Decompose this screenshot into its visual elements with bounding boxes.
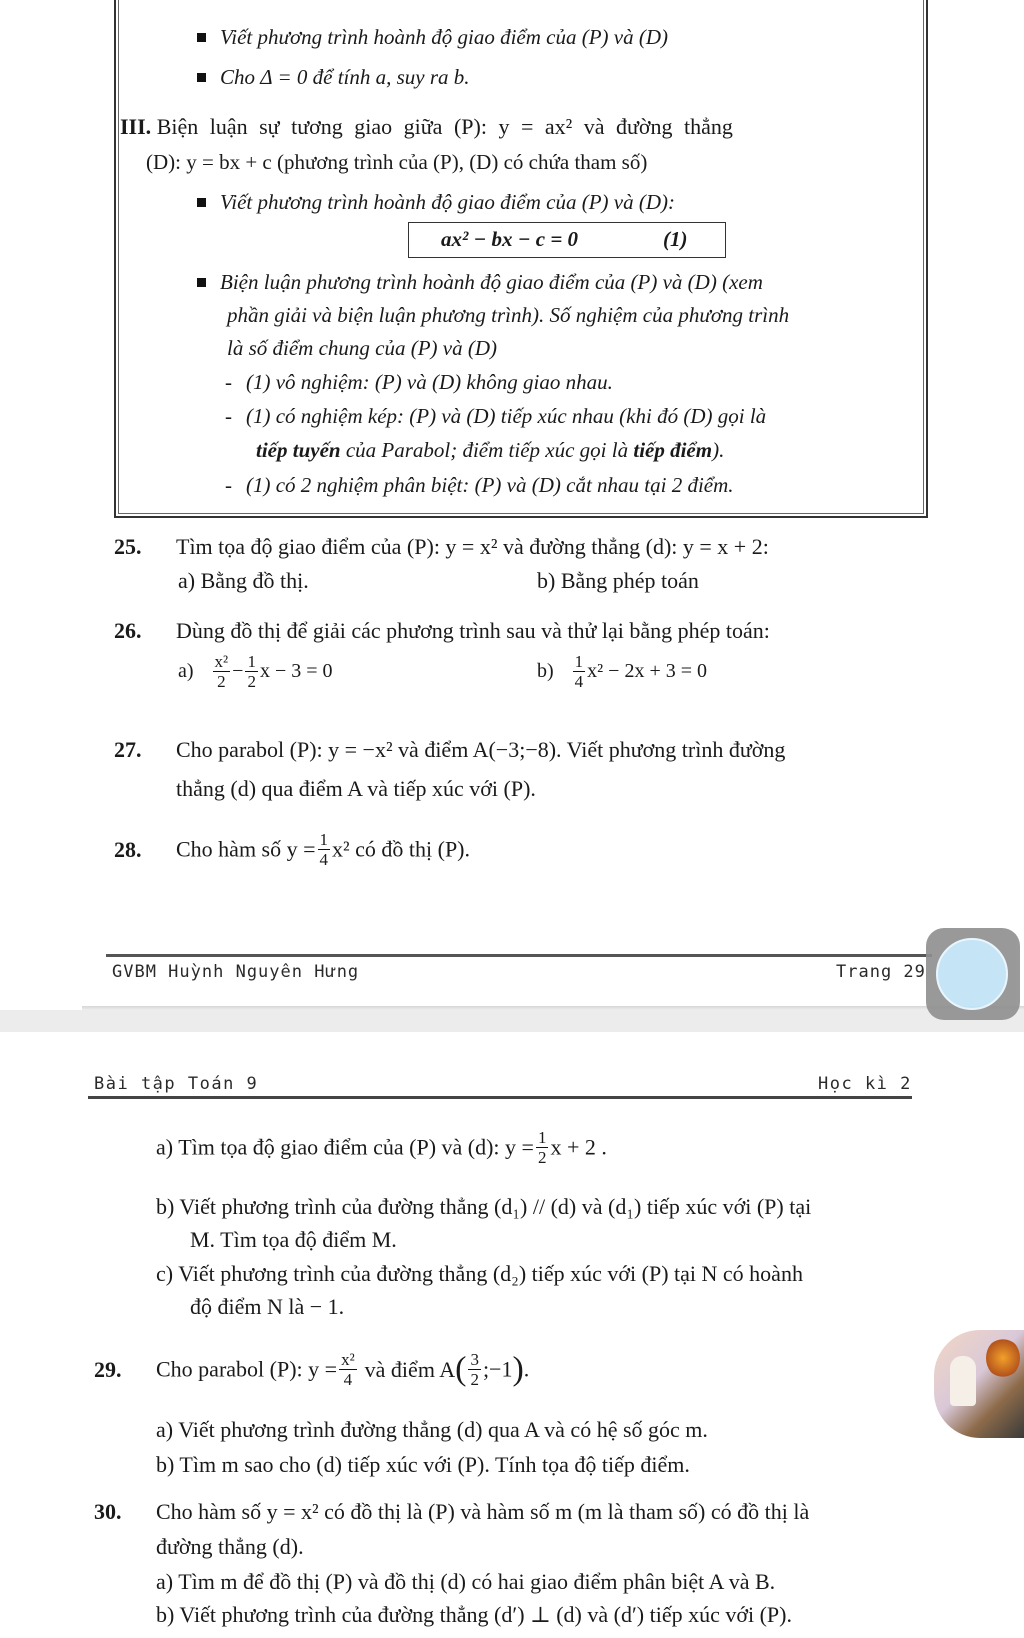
exercise-25-a: a) Bằng đồ thị. [178, 568, 309, 593]
thumbnail-fire-icon [986, 1338, 1020, 1378]
assistive-touch-circle-icon [936, 938, 1008, 1010]
exercise-30-line2: đường thẳng (d). [156, 1534, 304, 1559]
header-left: Bài tập Toán 9 [94, 1074, 259, 1094]
exercise-25-b: b) Bằng phép toán [537, 568, 699, 593]
footer-rule [106, 954, 932, 957]
case-3: - (1) có 2 nghiệm phân biệt: (P) và (D) cắt nhau tại 2 điểm. [225, 473, 734, 497]
exercise-28: 28. Cho hàm số y = $\frac{1}{4}$ x² có đồ thị (P). [114, 830, 471, 869]
fraction-1-over-4: $\frac{1}{4}$ [319, 830, 329, 869]
exercise-28-c-line2: độ điểm N là − 1. [190, 1294, 345, 1319]
exercise-28-a: a) Tìm tọa độ giao điểm của (P) và (d): y = $\frac{1}{2}$ x + 2 . [156, 1128, 607, 1167]
fraction-3-over-2: $\frac{3}{2}$ [470, 1350, 479, 1389]
exercise-25: 25. Tìm tọa độ giao điểm của (P): y = x² và đường thẳng (d): y = x + 2: [114, 534, 769, 559]
bullet-4-line2: phần giải và biện luận phương trình). Số nghiệm của phương trình [227, 303, 790, 327]
bullet-square-icon [197, 73, 206, 82]
exercise-26: 26. Dùng đồ thị để giải các phương trình sau và thử lại bằng phép toán: [114, 618, 770, 643]
footer-page: Trang 29 [836, 962, 926, 982]
thumbnail-figure-icon [950, 1356, 976, 1406]
exercise-29: 29. Cho parabol (P): y = $\frac{\text{x²}}{4}$ và điểm A( $\frac{3}{2}$ ;−1). [94, 1350, 530, 1389]
bullet-square-icon [197, 278, 206, 287]
case-2-line2: tiếp tuyến của Parabol; điểm tiếp xúc gọi là tiếp điểm). [256, 438, 725, 462]
equation-label: (1) [663, 227, 688, 251]
page-2 [0, 1032, 1024, 1638]
fraction-x2-over-4: $\frac{\text{x²}}{4}$ [341, 1350, 355, 1389]
exercise-28-c-line1: c) Viết phương trình của đường thẳng (d₂) tiếp xúc với (P) tại N có hoành [156, 1261, 803, 1286]
fraction-1-over-2: $\frac{1}{2}$ [537, 1128, 547, 1167]
bullet-3: Viết phương trình hoành độ giao điểm của (P) và (D): [197, 189, 675, 215]
fraction-1-over-2: $\frac{1}{2}$ [247, 652, 256, 691]
footer-author: GVBM Huỳnh Nguyên Hưng [112, 962, 360, 982]
case-1: - (1) vô nghiệm: (P) và (D) không giao nhau. [225, 370, 613, 394]
exercise-27-line1: 27. Cho parabol (P): y = −x² và điểm A(−3;−8). Viết phương trình đường [114, 737, 786, 762]
bullet-square-icon [197, 198, 206, 207]
exercise-26-a: a) $\frac{\text{x²}}{2}$ − $\frac{1}{2}$ x − 3 = 0 [178, 652, 333, 691]
fraction-x2-over-2: $\frac{\text{x²}}{2}$ [214, 652, 229, 691]
floating-video-thumbnail[interactable] [934, 1330, 1024, 1438]
bullet-4-line1: Biện luận phương trình hoành độ giao điểm của (P) và (D) (xem [197, 269, 763, 295]
section-3-line2: (D): y = bx + c (phương trình của (P), (D) có chứa tham số) [146, 150, 648, 174]
exercise-29-a: a) Viết phương trình đường thẳng (d) qua A và có hệ số góc m. [156, 1417, 708, 1442]
exercise-28-b-line2: M. Tìm tọa độ điểm M. [190, 1227, 397, 1252]
exercise-26-b: b) $\frac{1}{4}$ x² − 2x + 3 = 0 [537, 652, 708, 691]
assistive-touch-button[interactable] [926, 928, 1020, 1020]
exercise-30-a: a) Tìm m để đồ thị (P) và đồ thị (d) có hai giao điểm phân biệt A và B. [156, 1569, 776, 1594]
bullet-square-icon [197, 33, 206, 42]
bullet-1: Viết phương trình hoành độ giao điểm của (P) và (D) [197, 24, 668, 50]
bullet-4-line3: là số điểm chung của (P) và (D) [227, 336, 498, 360]
bullet-2: Cho Δ = 0 để tính a, suy ra b. [197, 64, 470, 90]
case-2-line1: - (1) có nghiệm kép: (P) và (D) tiếp xúc nhau (khi đó (D) gọi là [225, 404, 767, 428]
exercise-27-line2: thẳng (d) qua điểm A và tiếp xúc với (P). [176, 776, 536, 801]
section-3-line1: III. Biện luận sự tương giao giữa (P): y = ax² và đường thẳng [120, 114, 733, 139]
equation: ax² − bx − c = 0 [441, 227, 579, 251]
page-gap [0, 1010, 1024, 1032]
equation-box [408, 222, 726, 258]
header-rule [88, 1096, 912, 1099]
fraction-1-over-4: $\frac{1}{4}$ [574, 652, 584, 691]
exercise-30-b: b) Viết phương trình của đường thẳng (d′) ⊥ (d) và (d′) tiếp xúc với (P). [156, 1602, 792, 1627]
exercise-28-b-line1: b) Viết phương trình của đường thẳng (d₁) // (d) và (d₁) tiếp xúc với (P) tại [156, 1194, 812, 1219]
exercise-29-b: b) Tìm m sao cho (d) tiếp xúc với (P). Tính tọa độ tiếp điểm. [156, 1452, 690, 1477]
header-right: Học kì 2 [818, 1074, 912, 1094]
exercise-30-line1: 30. Cho hàm số y = x² có đồ thị là (P) và hàm số m (m là tham số) có đồ thị là [94, 1499, 810, 1524]
